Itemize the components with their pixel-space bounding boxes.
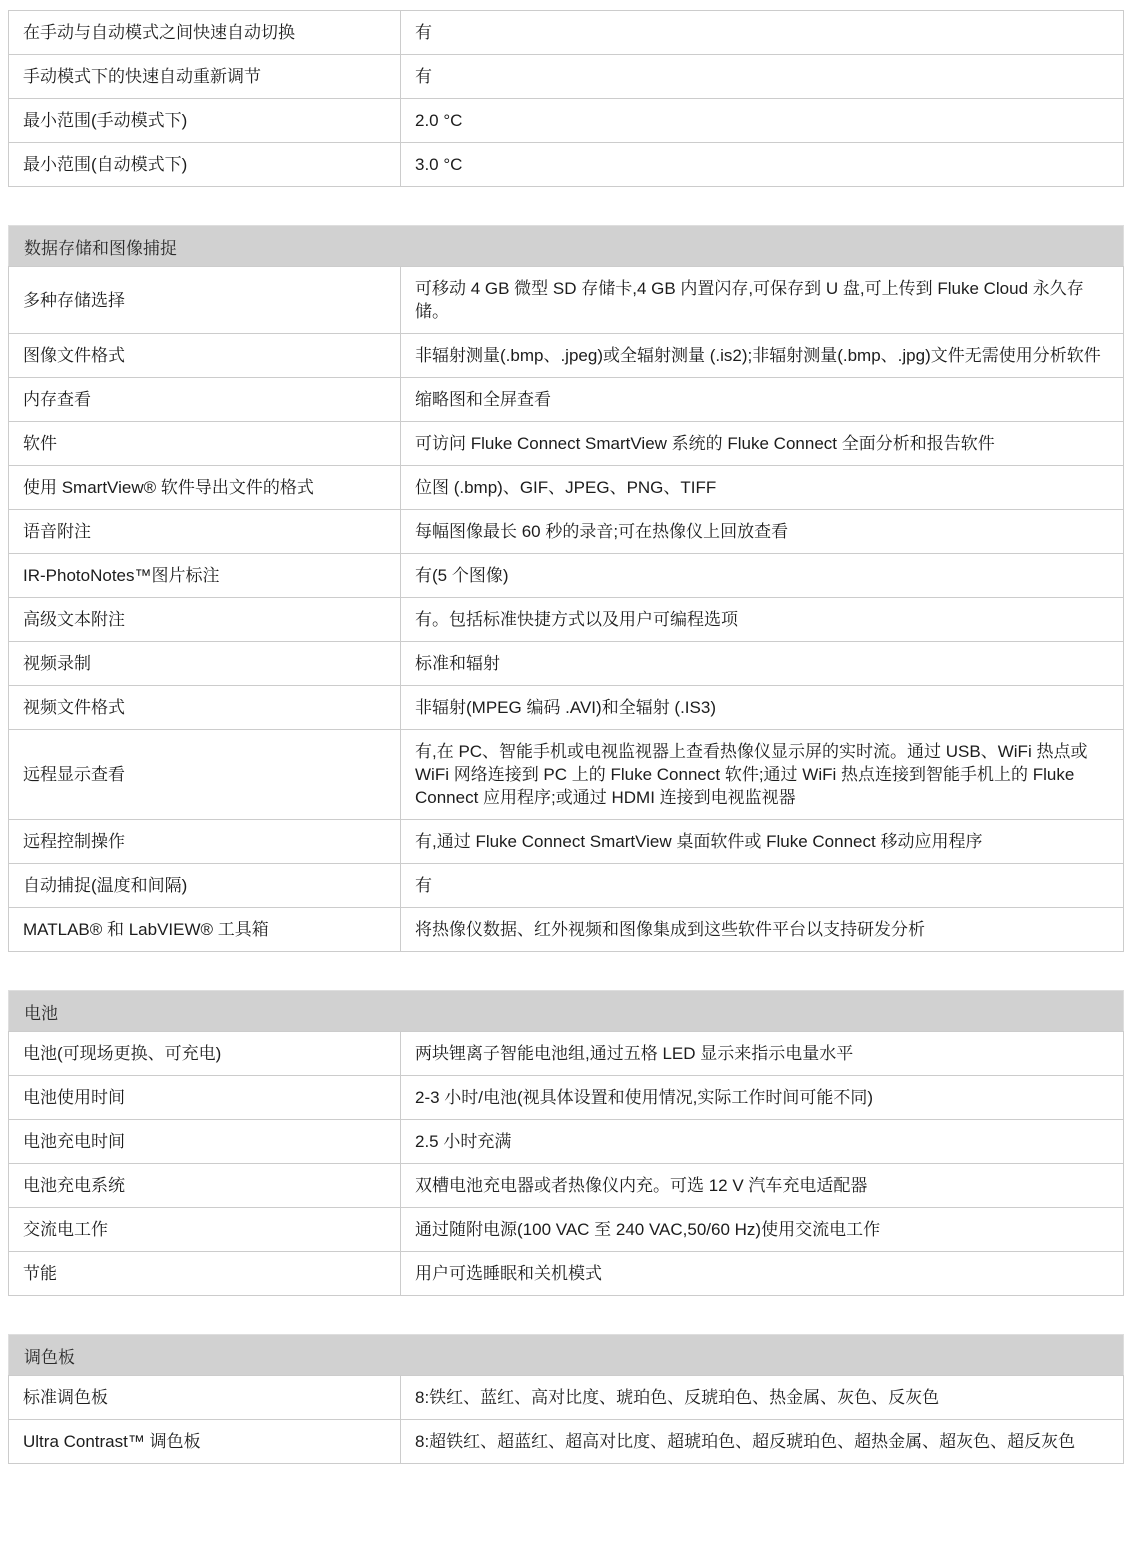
spec-label: 在手动与自动模式之间快速自动切换 xyxy=(9,11,401,55)
spec-value: 两块锂离子智能电池组,通过五格 LED 显示来指示电量水平 xyxy=(401,1032,1124,1076)
table-row xyxy=(9,554,1124,598)
spec-label: 使用 SmartView® 软件导出文件的格式 xyxy=(9,466,401,510)
table-row xyxy=(9,1120,1124,1164)
section-header xyxy=(8,225,1124,266)
spec-label: 语音附注 xyxy=(9,510,401,554)
spec-value: 非辐射(MPEG 编码 .AVI)和全辐射 (.IS3) xyxy=(401,686,1124,730)
spec-value: 3.0 °C xyxy=(401,143,1124,187)
spec-value: 位图 (.bmp)、GIF、JPEG、PNG、TIFF xyxy=(401,466,1124,510)
spec-label: Ultra Contrast™ 调色板 xyxy=(9,1420,401,1464)
table-row xyxy=(9,1252,1124,1296)
table-row xyxy=(9,1208,1124,1252)
spec-label: IR-PhotoNotes™图片标注 xyxy=(9,554,401,598)
section-title: 调色板 xyxy=(24,1347,75,1367)
spec-value: 有。包括标准快捷方式以及用户可编程选项 xyxy=(401,598,1124,642)
spec-value: 每幅图像最长 60 秒的录音;可在热像仪上回放查看 xyxy=(401,510,1124,554)
table-row xyxy=(9,820,1124,864)
table-row xyxy=(9,908,1124,952)
spec-label: 手动模式下的快速自动重新调节 xyxy=(9,55,401,99)
spec-value: 有 xyxy=(401,55,1124,99)
spec-label: 最小范围(自动模式下) xyxy=(9,143,401,187)
spec-label: 电池充电时间 xyxy=(9,1120,401,1164)
table-row xyxy=(9,466,1124,510)
table-row xyxy=(9,864,1124,908)
spec-label: 自动捕捉(温度和间隔) xyxy=(9,864,401,908)
table-row xyxy=(9,1032,1124,1076)
spec-value: 将热像仪数据、红外视频和图像集成到这些软件平台以支持研发分析 xyxy=(401,908,1124,952)
section-header xyxy=(8,1334,1124,1375)
spec-value: 8:超铁红、超蓝红、超高对比度、超琥珀色、超反琥珀色、超热金属、超灰色、超反灰色 xyxy=(401,1420,1124,1464)
table-row xyxy=(9,334,1124,378)
table-row xyxy=(9,1164,1124,1208)
spec-label: 视频文件格式 xyxy=(9,686,401,730)
spec-label: 内存查看 xyxy=(9,378,401,422)
spec-value: 2.0 °C xyxy=(401,99,1124,143)
table-row xyxy=(9,378,1124,422)
spec-value: 有(5 个图像) xyxy=(401,554,1124,598)
table-row xyxy=(9,1076,1124,1120)
spec-value: 有 xyxy=(401,864,1124,908)
table-row xyxy=(9,510,1124,554)
spec-section xyxy=(8,225,1124,952)
spec-value: 有,在 PC、智能手机或电视监视器上查看热像仪显示屏的实时流。通过 USB、WiFi 热点或 WiFi 网络连接到 PC 上的 Fluke Connect 软件;通过 WiFi 热点连接到智能手机上的 Fluke Connect 应用程序;或通过 HDMI 连接到电视监视器 xyxy=(401,730,1124,820)
spec-label: 视频录制 xyxy=(9,642,401,686)
spec-label: MATLAB® 和 LabVIEW® 工具箱 xyxy=(9,908,401,952)
table-row xyxy=(9,686,1124,730)
table-row xyxy=(9,55,1124,99)
spec-table xyxy=(8,266,1124,952)
table-row xyxy=(9,422,1124,466)
section-header xyxy=(8,990,1124,1031)
spec-label: 软件 xyxy=(9,422,401,466)
table-row xyxy=(9,267,1124,334)
spec-label: 远程控制操作 xyxy=(9,820,401,864)
spec-table xyxy=(8,1031,1124,1296)
spec-section xyxy=(8,990,1124,1296)
spec-label: 节能 xyxy=(9,1252,401,1296)
table-row xyxy=(9,598,1124,642)
spec-label: 图像文件格式 xyxy=(9,334,401,378)
spec-label: 电池使用时间 xyxy=(9,1076,401,1120)
spec-label: 电池充电系统 xyxy=(9,1164,401,1208)
spec-value: 有 xyxy=(401,11,1124,55)
spec-label: 高级文本附注 xyxy=(9,598,401,642)
spec-table xyxy=(8,10,1124,187)
spec-label: 标准调色板 xyxy=(9,1376,401,1420)
spec-label: 多种存储选择 xyxy=(9,267,401,334)
section-title: 数据存储和图像捕捉 xyxy=(24,238,177,258)
spec-table xyxy=(8,1375,1124,1464)
table-row xyxy=(9,11,1124,55)
spec-value: 标准和辐射 xyxy=(401,642,1124,686)
spec-value: 可移动 4 GB 微型 SD 存储卡,4 GB 内置闪存,可保存到 U 盘,可上传到 Fluke Cloud 永久存储。 xyxy=(401,267,1124,334)
spec-value: 2-3 小时/电池(视具体设置和使用情况,实际工作时间可能不同) xyxy=(401,1076,1124,1120)
spec-value: 8:铁红、蓝红、高对比度、琥珀色、反琥珀色、热金属、灰色、反灰色 xyxy=(401,1376,1124,1420)
spec-label: 远程显示查看 xyxy=(9,730,401,820)
spec-value: 用户可选睡眠和关机模式 xyxy=(401,1252,1124,1296)
spec-label: 交流电工作 xyxy=(9,1208,401,1252)
spec-value: 有,通过 Fluke Connect SmartView 桌面软件或 Fluke Connect 移动应用程序 xyxy=(401,820,1124,864)
spec-label: 最小范围(手动模式下) xyxy=(9,99,401,143)
table-row xyxy=(9,143,1124,187)
spec-value: 可访问 Fluke Connect SmartView 系统的 Fluke Connect 全面分析和报告软件 xyxy=(401,422,1124,466)
spec-value: 通过随附电源(100 VAC 至 240 VAC,50/60 Hz)使用交流电工作 xyxy=(401,1208,1124,1252)
spec-value: 缩略图和全屏查看 xyxy=(401,378,1124,422)
section-title: 电池 xyxy=(24,1003,58,1023)
spec-value: 2.5 小时充满 xyxy=(401,1120,1124,1164)
spec-value: 非辐射测量(.bmp、.jpeg)或全辐射测量 (.is2);非辐射测量(.bmp、.jpg)文件无需使用分析软件 xyxy=(401,334,1124,378)
table-row xyxy=(9,1420,1124,1464)
spec-section xyxy=(8,1334,1124,1464)
spec-label: 电池(可现场更换、可充电) xyxy=(9,1032,401,1076)
table-row xyxy=(9,642,1124,686)
table-row xyxy=(9,1376,1124,1420)
table-row xyxy=(9,99,1124,143)
spec-value: 双槽电池充电器或者热像仪内充。可选 12 V 汽车充电适配器 xyxy=(401,1164,1124,1208)
spec-section xyxy=(8,10,1124,187)
table-row xyxy=(9,730,1124,820)
